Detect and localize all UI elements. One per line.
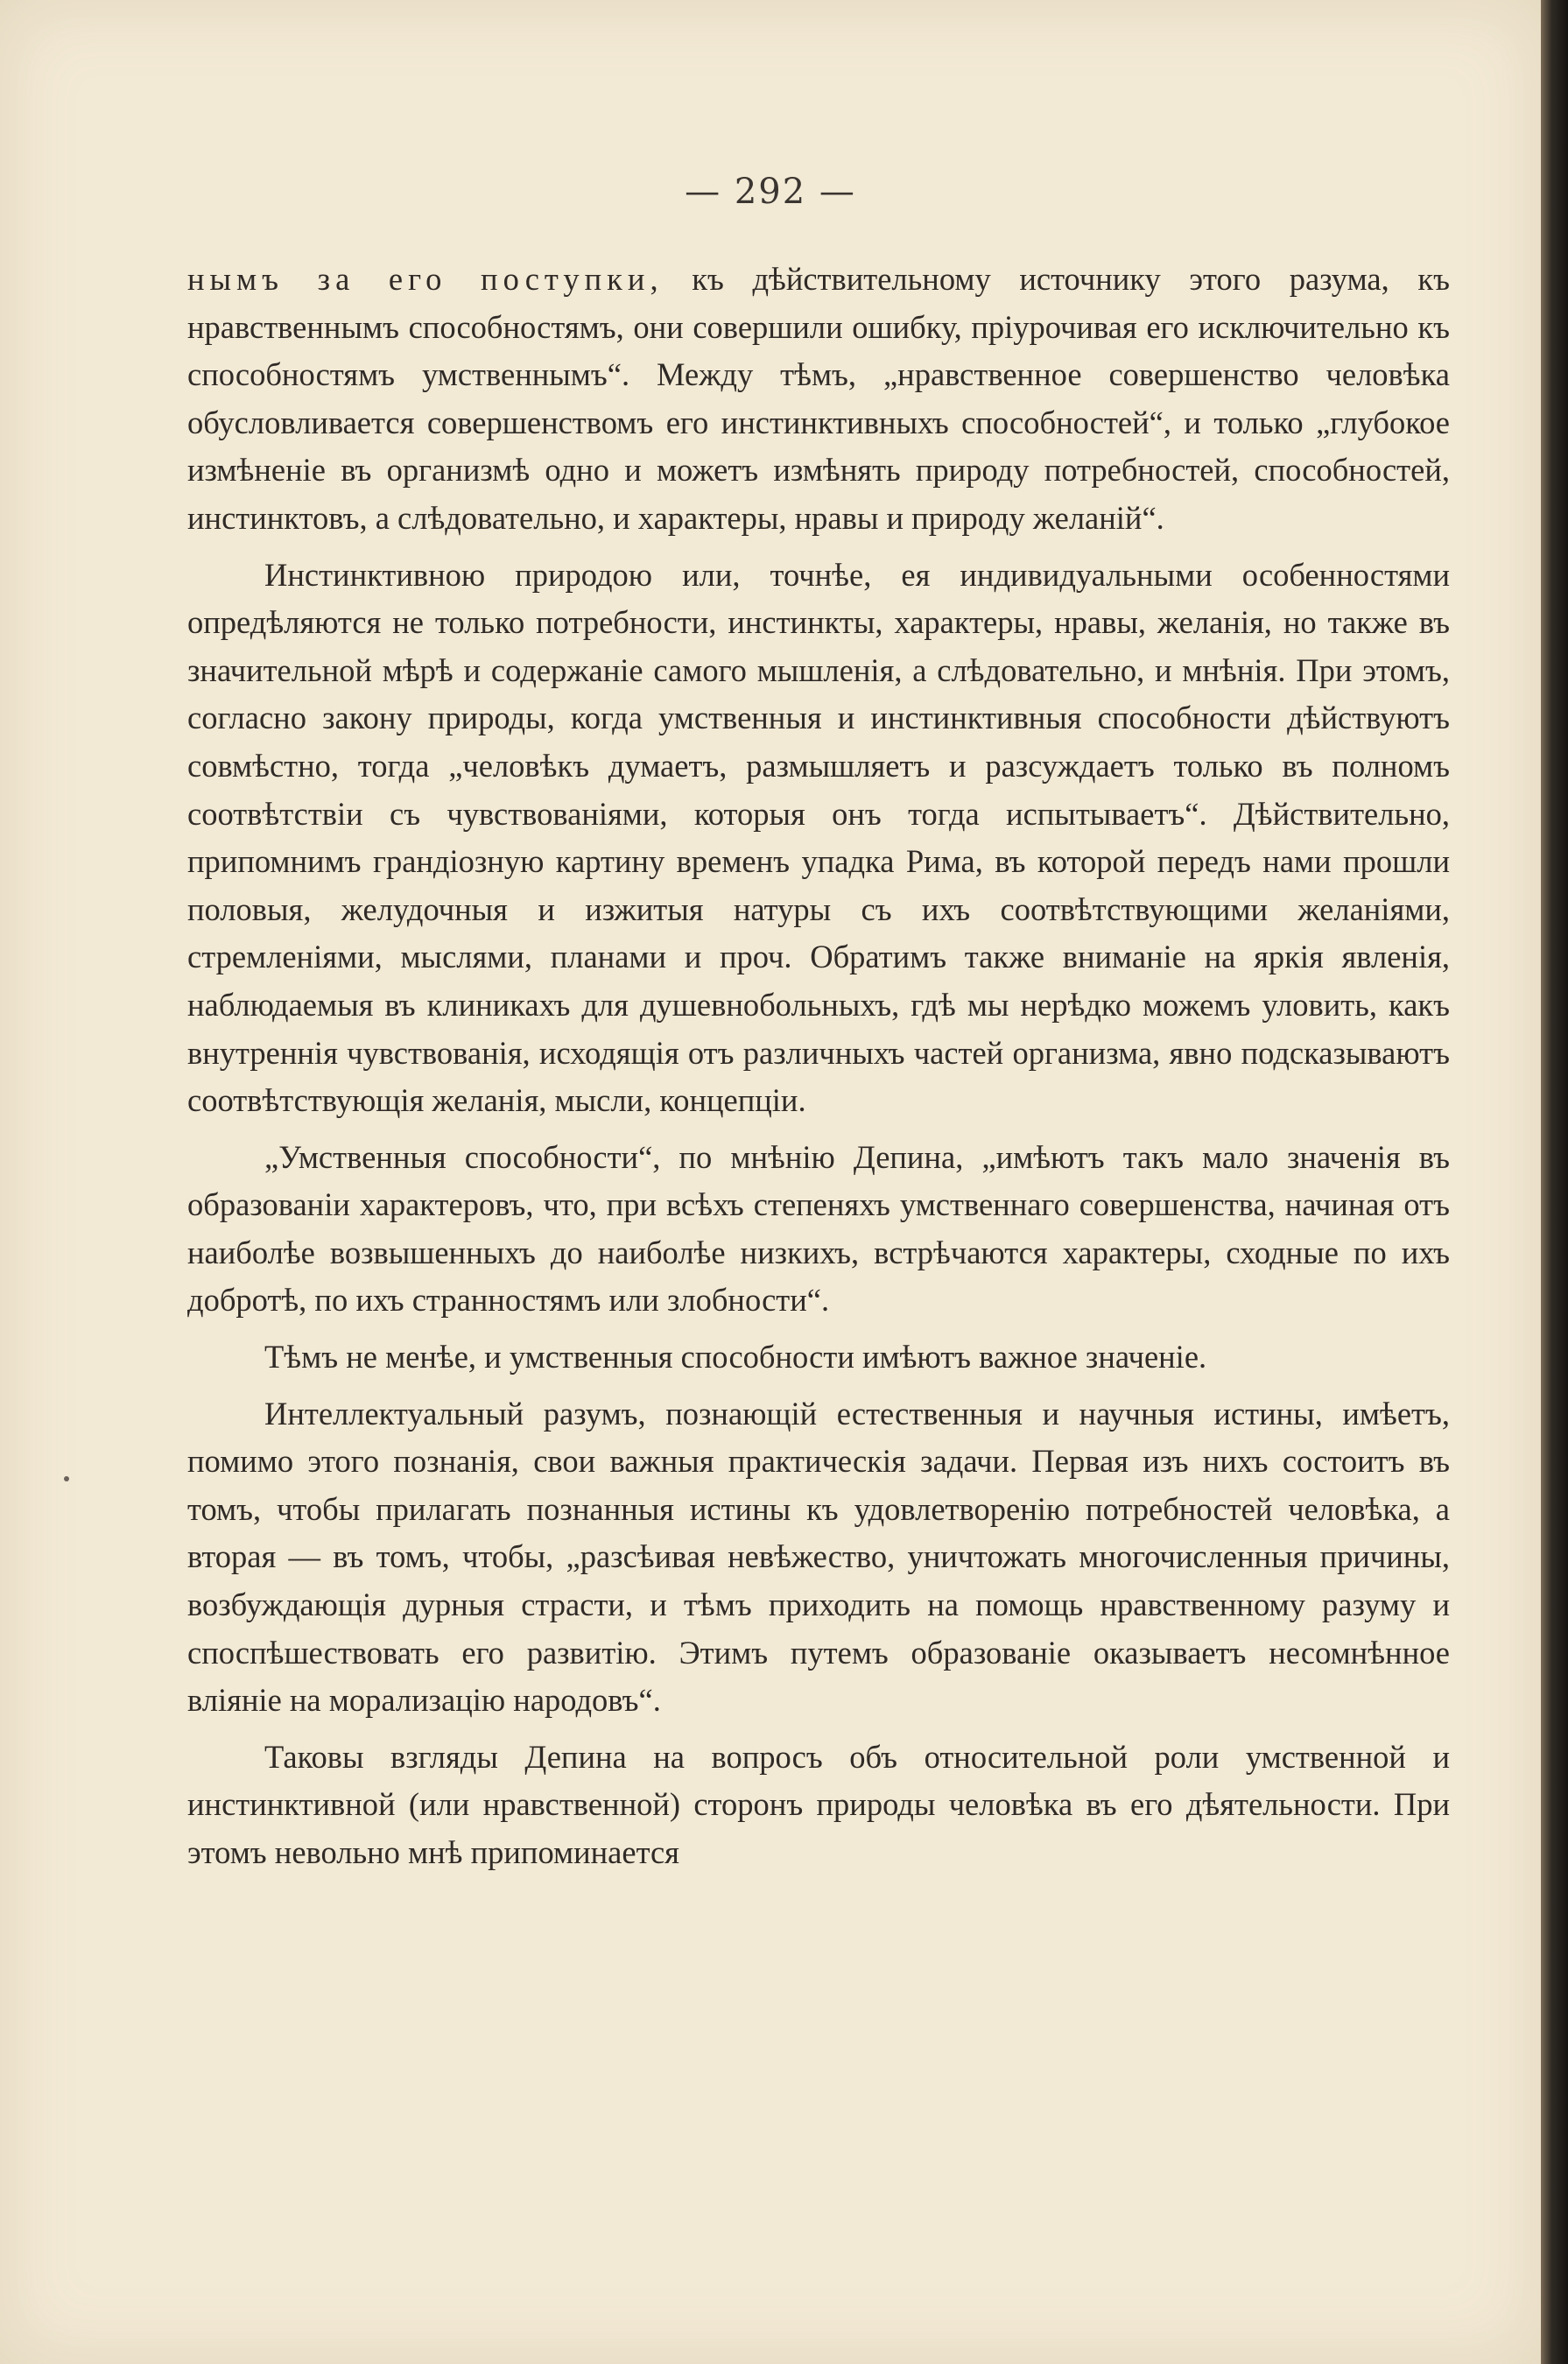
paragraph-2: Инстинктивною природою или, точнѣе, ея индивидуальными особенностями опредѣляются не только потребности, инстинкты, характеры, нравы, желанія, но также въ значительной мѣрѣ и содержаніе самого мышленія, а слѣдовательно, и мнѣнія. При этомъ, согласно закону природы, когда умственныя и инстинктивныя способности дѣйствуютъ совмѣстно, тогда „человѣкъ думаетъ, размышляетъ и разсуждаетъ только въ полномъ соотвѣтствіи съ чувствованіями, которыя онъ тогда испытываетъ“. Дѣйствительно, припомнимъ грандіозную картину временъ упадка Рима, въ которой передъ нами прошли половыя, желудочныя и изжитыя натуры съ ихъ соотвѣтствующими желаніями, стремленіями, мыслями, планами и проч. Обратимъ также вниманіе на яркія явленія, наблюдаемыя въ клиникахъ для душевнобольныхъ, гдѣ мы нерѣдко можемъ уловить, какъ внутреннія чувствованія, исходящія отъ различныхъ частей организма, явно подсказываютъ соотвѣтствующія желанія, мысли, концепціи. <box>187 556 1450 1119</box>
page-body <box>187 256 1450 1877</box>
margin-ink-dot <box>64 1476 69 1481</box>
paragraph-3: „Умственныя способности“, по мнѣнію Депина, „имѣютъ такъ мало значенія въ образованіи характеровъ, что, при всѣхъ степеняхъ умственнаго совершенства, начиная отъ наиболѣе возвышенныхъ до наиболѣе низкихъ, встрѣчаются характеры, сходные по ихъ добротѣ, по ихъ странностямъ или злобности“. <box>187 1138 1450 1319</box>
paragraph-5: Интеллектуальный разумъ, познающій естественныя и научныя истины, имѣетъ, помимо этого познанія, свои важныя практическія задачи. Первая изъ нихъ состоитъ въ томъ, чтобы прилагать познанныя истины къ удовлетворенію потребностей человѣка, а вторая — въ томъ, чтобы, „разсѣивая невѣжество, уничтожать многочисленныя причины, возбуждающія дурныя страсти, и тѣмъ приходить на помощь нравственному разуму и споспѣшествовать его развитію. Этимъ путемъ образованіе оказываетъ несомнѣнное вліяніе на морализацію народовъ“. <box>187 1395 1450 1719</box>
book-spine-edge <box>1541 0 1568 2364</box>
paragraph-4: Тѣмъ не менѣе, и умственныя способности имѣютъ важное значеніе. <box>264 1339 1207 1375</box>
page-number: — 292 — <box>685 172 856 212</box>
paragraph-1 <box>187 256 1450 543</box>
spaced-lead-text: нымъ за его поступки, <box>187 261 664 297</box>
paragraph-1-text: къ дѣйствительному источнику этого разума, къ нравственнымъ способностямъ, они совершили ошибку, пріурочивая его исключительно къ способностямъ умственнымъ“. Между тѣмъ, „нравственное совершенство человѣка обусловливается совершенствомъ его инстинктивныхъ способностей“, и только „глубокое измѣненіе въ организмѣ одно и можетъ измѣнять природу потребностей, способностей, инстинктовъ, а слѣдовательно, и характеры, нравы и природу желаній“. <box>187 261 1450 536</box>
paragraph-6: Таковы взгляды Депина на вопросъ объ относительной роли умственной и инстинктивной (или нравственной) сторонъ природы человѣка въ его дѣятельности. При этомъ невольно мнѣ припоминается <box>187 1738 1450 1870</box>
